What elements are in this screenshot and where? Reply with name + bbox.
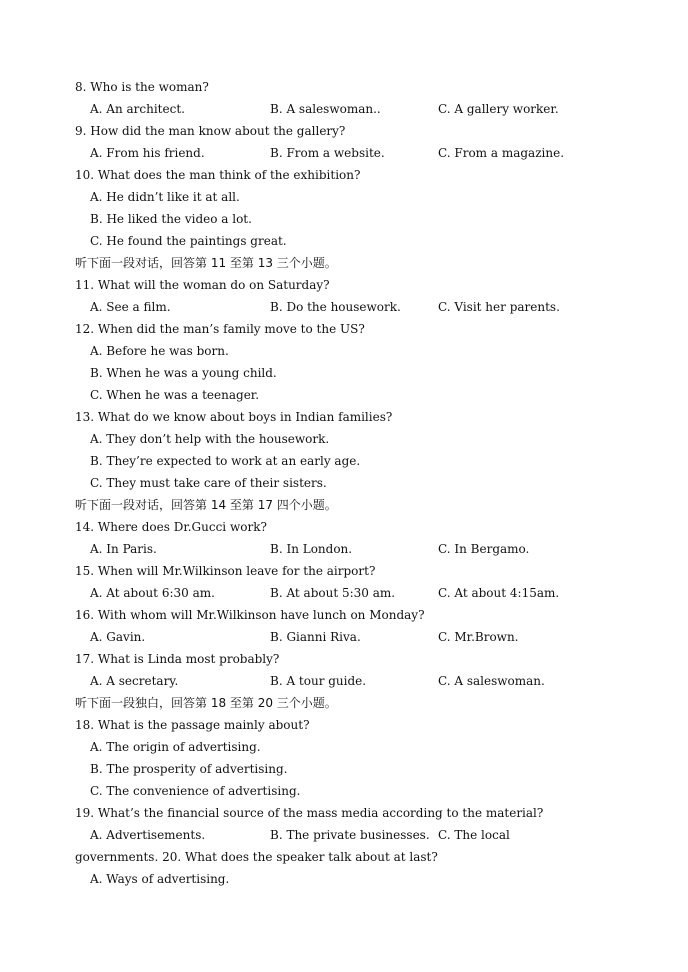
option-row <box>75 824 635 846</box>
option-b: B. Gianni Riva. <box>270 630 361 644</box>
option-text: B. He liked the video a lot. <box>90 212 252 226</box>
option-a: A. An architect. <box>90 102 185 116</box>
option-row <box>75 670 635 692</box>
option-a: A. See a film. <box>90 300 171 314</box>
exam-page <box>75 76 635 890</box>
option-a: A. In Paris. <box>90 542 157 556</box>
question-text: 15. When will Mr.Wilkinson leave for the airport? <box>75 564 376 578</box>
option-c: C. In Bergamo. <box>438 542 530 556</box>
question-text: 12. When did the man’s family move to the US? <box>75 322 365 336</box>
option-row <box>75 582 635 604</box>
question-text: 18. What is the passage mainly about? <box>75 718 310 732</box>
question-text: 17. What is Linda most probably? <box>75 652 280 666</box>
section-header: 听下面一段独白，回答第 18 至第 20 三个小题。 <box>75 696 337 710</box>
option-text: C. When he was a teenager. <box>90 388 260 402</box>
option-b: B. A saleswoman.. <box>270 102 381 116</box>
question-text: 8. Who is the woman? <box>75 80 209 94</box>
option-b: B. Do the housework. <box>270 300 401 314</box>
option-text: A. Ways of advertising. <box>90 872 230 886</box>
question-text: 19. What’s the financial source of the mass media according to the material? <box>75 806 544 820</box>
question-text: 14. Where does Dr.Gucci work? <box>75 520 267 534</box>
option-row <box>75 296 635 318</box>
option-text: A. The origin of advertising. <box>90 740 261 754</box>
option-a: A. A secretary. <box>90 674 179 688</box>
option-c: C. Mr.Brown. <box>438 630 519 644</box>
section-header: 听下面一段对话，回答第 11 至第 13 三个小题。 <box>75 256 337 270</box>
question-text: 11. What will the woman do on Saturday? <box>75 278 330 292</box>
option-row <box>75 538 635 560</box>
option-a: A. At about 6:30 am. <box>90 586 215 600</box>
option-c: C. A gallery worker. <box>438 102 559 116</box>
option-c: C. From a magazine. <box>438 146 565 160</box>
option-text: B. They’re expected to work at an early age. <box>90 454 361 468</box>
option-b: B. In London. <box>270 542 353 556</box>
option-c: C. At about 4:15am. <box>438 586 560 600</box>
option-c: C. A saleswoman. <box>438 674 545 688</box>
option-row <box>75 626 635 648</box>
option-row <box>75 142 635 164</box>
question-text: 16. With whom will Mr.Wilkinson have lunch on Monday? <box>75 608 425 622</box>
option-b: B. From a website. <box>270 146 385 160</box>
option-text: A. He didn’t like it at all. <box>90 190 240 204</box>
question-text: governments. 20. What does the speaker talk about at last? <box>75 850 438 864</box>
question-text: 10. What does the man think of the exhibition? <box>75 168 361 182</box>
option-text: B. When he was a young child. <box>90 366 277 380</box>
option-text: A. Before he was born. <box>90 344 229 358</box>
option-a: A. Advertisements. <box>90 828 206 842</box>
option-b: B. A tour guide. <box>270 674 367 688</box>
option-text: C. The convenience of advertising. <box>90 784 301 798</box>
option-b: B. At about 5:30 am. <box>270 586 396 600</box>
option-a: A. Gavin. <box>90 630 146 644</box>
question-text: 9. How did the man know about the gallery? <box>75 124 346 138</box>
option-a: A. From his friend. <box>90 146 205 160</box>
option-c: C. The local <box>438 828 510 842</box>
section-header: 听下面一段对话，回答第 14 至第 17 四个小题。 <box>75 498 337 512</box>
option-text: A. They don’t help with the housework. <box>90 432 330 446</box>
question-text: 13. What do we know about boys in Indian families? <box>75 410 393 424</box>
option-row <box>75 98 635 120</box>
option-text: B. The prosperity of advertising. <box>90 762 288 776</box>
option-b: B. The private businesses. <box>270 828 430 842</box>
option-text: C. He found the paintings great. <box>90 234 287 248</box>
option-c: C. Visit her parents. <box>438 300 560 314</box>
option-text: C. They must take care of their sisters. <box>90 476 327 490</box>
